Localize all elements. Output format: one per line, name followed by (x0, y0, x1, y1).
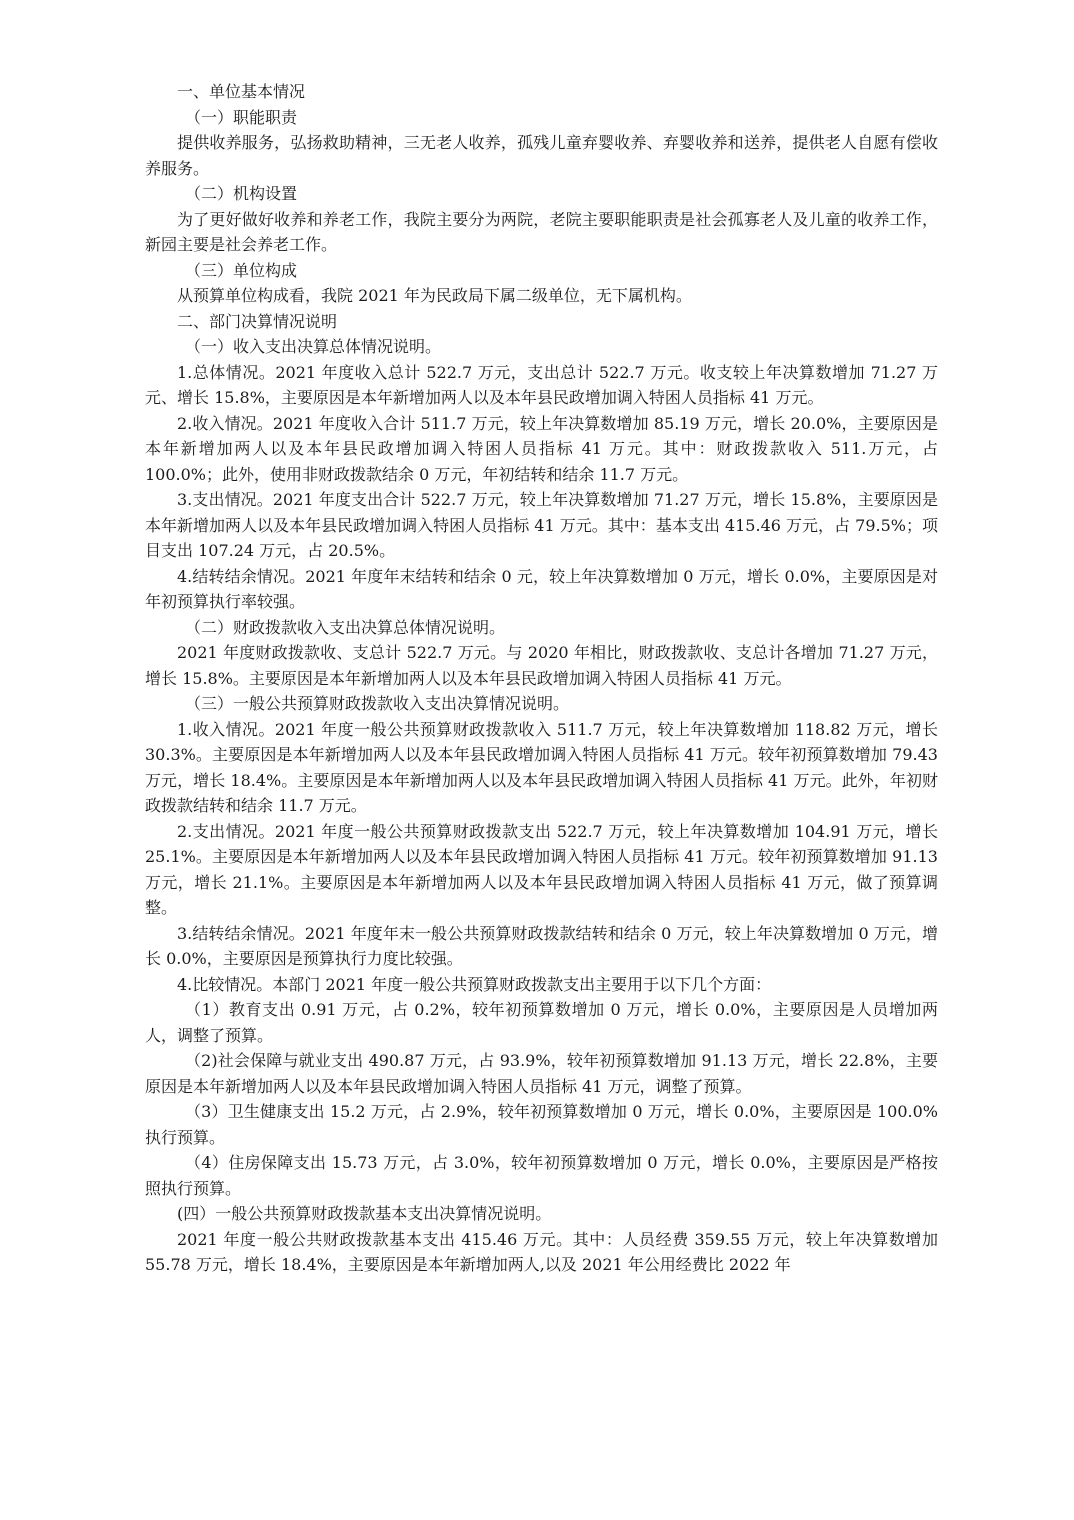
paragraph: 2.收入情况。2021 年度收入合计 511.7 万元，较上年决算数增加 85.19 万元，增长 20.0%，主要原因是本年新增加两人以及本年县民政增加调入特困人员指标 41 万元。其中：财政拨款收入 511.万元，占 100.0%；此外，使用非财政拨款结余 0 万元，年初结转和结余 11.7 万元。 (145, 413, 938, 484)
paragraph: 提供收养服务，弘扬救助精神，三无老人收养，孤残儿童弃婴收养、弃婴收养和送养，提供老人自愿有偿收养服务。 (145, 133, 938, 178)
paragraph: 2.支出情况。2021 年度一般公共预算财政拨款支出 522.7 万元，较上年决算数增加 104.91 万元，增长 25.1%。主要原因是本年新增加两人以及本年县民政增加调入特困人员指标 41 万元。较年初预算数增加 91.13 万元，增长 21.1%。主要原因是本年新增加两人以及本年县民政增加调入特困人员指标 41 万元，做了预算调整。 (145, 821, 938, 917)
paragraph: 2021 年度财政拨款收、支总计 522.7 万元。与 2020 年相比，财政拨款收、支总计各增加 71.27 万元，增长 15.8%。主要原因是本年新增加两人以及本年县民政增加调入特困人员指标 41 万元。 (145, 643, 938, 688)
subsection-heading: （一）收入支出决算总体情况说明。 (185, 337, 442, 356)
paragraph: 2021 年度一般公共财政拨款基本支出 415.46 万元。其中：人员经费 359.55 万元，较上年决算数增加 55.78 万元，增长 18.4%，主要原因是本年新增加两人,以及 2021 年公用经费比 2022 年 (145, 1229, 938, 1274)
paragraph: 4.比较情况。本部门 2021 年度一般公共预算财政拨款支出主要用于以下几个方面： (177, 974, 772, 994)
subsection-heading: （三）一般公共预算财政拨款收入支出决算情况说明。 (185, 694, 570, 713)
section-heading: 二、部门决算情况说明 (177, 311, 338, 331)
paragraph: 1.收入情况。2021 年度一般公共预算财政拨款收入 511.7 万元，较上年决算数增加 118.82 万元，增长 30.3%。主要原因是本年新增加两人以及本年县民政增加调入特困人员指标 41 万元。较年初预算数增加 79.43 万元，增长 18.4%。主要原因是本年新增加两人以及本年县民政增加调入特困人员指标 41 万元。此外，年初财政拨款结转和结余 11.7 万元。 (145, 719, 938, 815)
list-item: （2)社会保障与就业支出 490.87 万元，占 93.9%，较年初预算数增加 91.13 万元，增长 22.8%，主要原因是本年新增加两人以及本年县民政增加调入特困人员指标 41 万元，调整了预算。 (145, 1051, 938, 1096)
list-item: （4）住房保障支出 15.73 万元，占 3.0%，较年初预算数增加 0 万元，增长 0.0%，主要原因是严格按照执行预算。 (145, 1153, 938, 1198)
paragraph: 1.总体情况。2021 年度收入总计 522.7 万元，支出总计 522.7 万元。收支较上年决算数增加 71.27 万元、增长 15.8%，主要原因是本年新增加两人以及本年县民政增加调入特困人员指标 41 万元。 (145, 362, 938, 407)
paragraph: 3.支出情况。2021 年度支出合计 522.7 万元，较上年决算数增加 71.27 万元，增长 15.8%，主要原因是本年新增加两人以及本年县民政增加调入特困人员指标 41 万元。其中：基本支出 415.46 万元，占 79.5%；项目支出 107.24 万元，占 20.5%。 (145, 490, 938, 560)
paragraph: 为了更好做好收养和养老工作，我院主要分为两院，老院主要职能职责是社会孤寡老人及儿童的收养工作，新园主要是社会养老工作。 (145, 209, 938, 254)
paragraph: 3.结转结余情况。2021 年度年末一般公共预算财政拨款结转和结余 0 万元，较上年决算数增加 0 万元，增长 0.0%，主要原因是预算执行力度比较强。 (145, 923, 938, 968)
subsection-heading: （三）单位构成 (185, 260, 298, 280)
subsection-heading: （一）职能职责 (185, 107, 298, 127)
list-item: （1）教育支出 0.91 万元，占 0.2%，较年初预算数增加 0 万元，增长 0.0%，主要原因是人员增加两人，调整了预算。 (145, 1000, 938, 1045)
subsection-heading: （二）财政拨款收入支出决算总体情况说明。 (185, 617, 506, 637)
document-body (145, 79, 938, 1278)
subsection-heading: （二）机构设置 (185, 184, 298, 203)
list-item: （3）卫生健康支出 15.2 万元，占 2.9%，较年初预算数增加 0 万元，增长 0.0%，主要原因是 100.0%执行预算。 (145, 1102, 938, 1147)
paragraph: 从预算单位构成看，我院 2021 年为民政局下属二级单位，无下属机构。 (177, 286, 692, 305)
section-heading: 一、单位基本情况 (177, 82, 306, 101)
paragraph: 4.结转结余情况。2021 年度年末结转和结余 0 元，较上年决算数增加 0 万元，增长 0.0%，主要原因是对年初预算执行率较强。 (145, 566, 938, 611)
subsection-heading: (四）一般公共预算财政拨款基本支出决算情况说明。 (177, 1204, 552, 1223)
